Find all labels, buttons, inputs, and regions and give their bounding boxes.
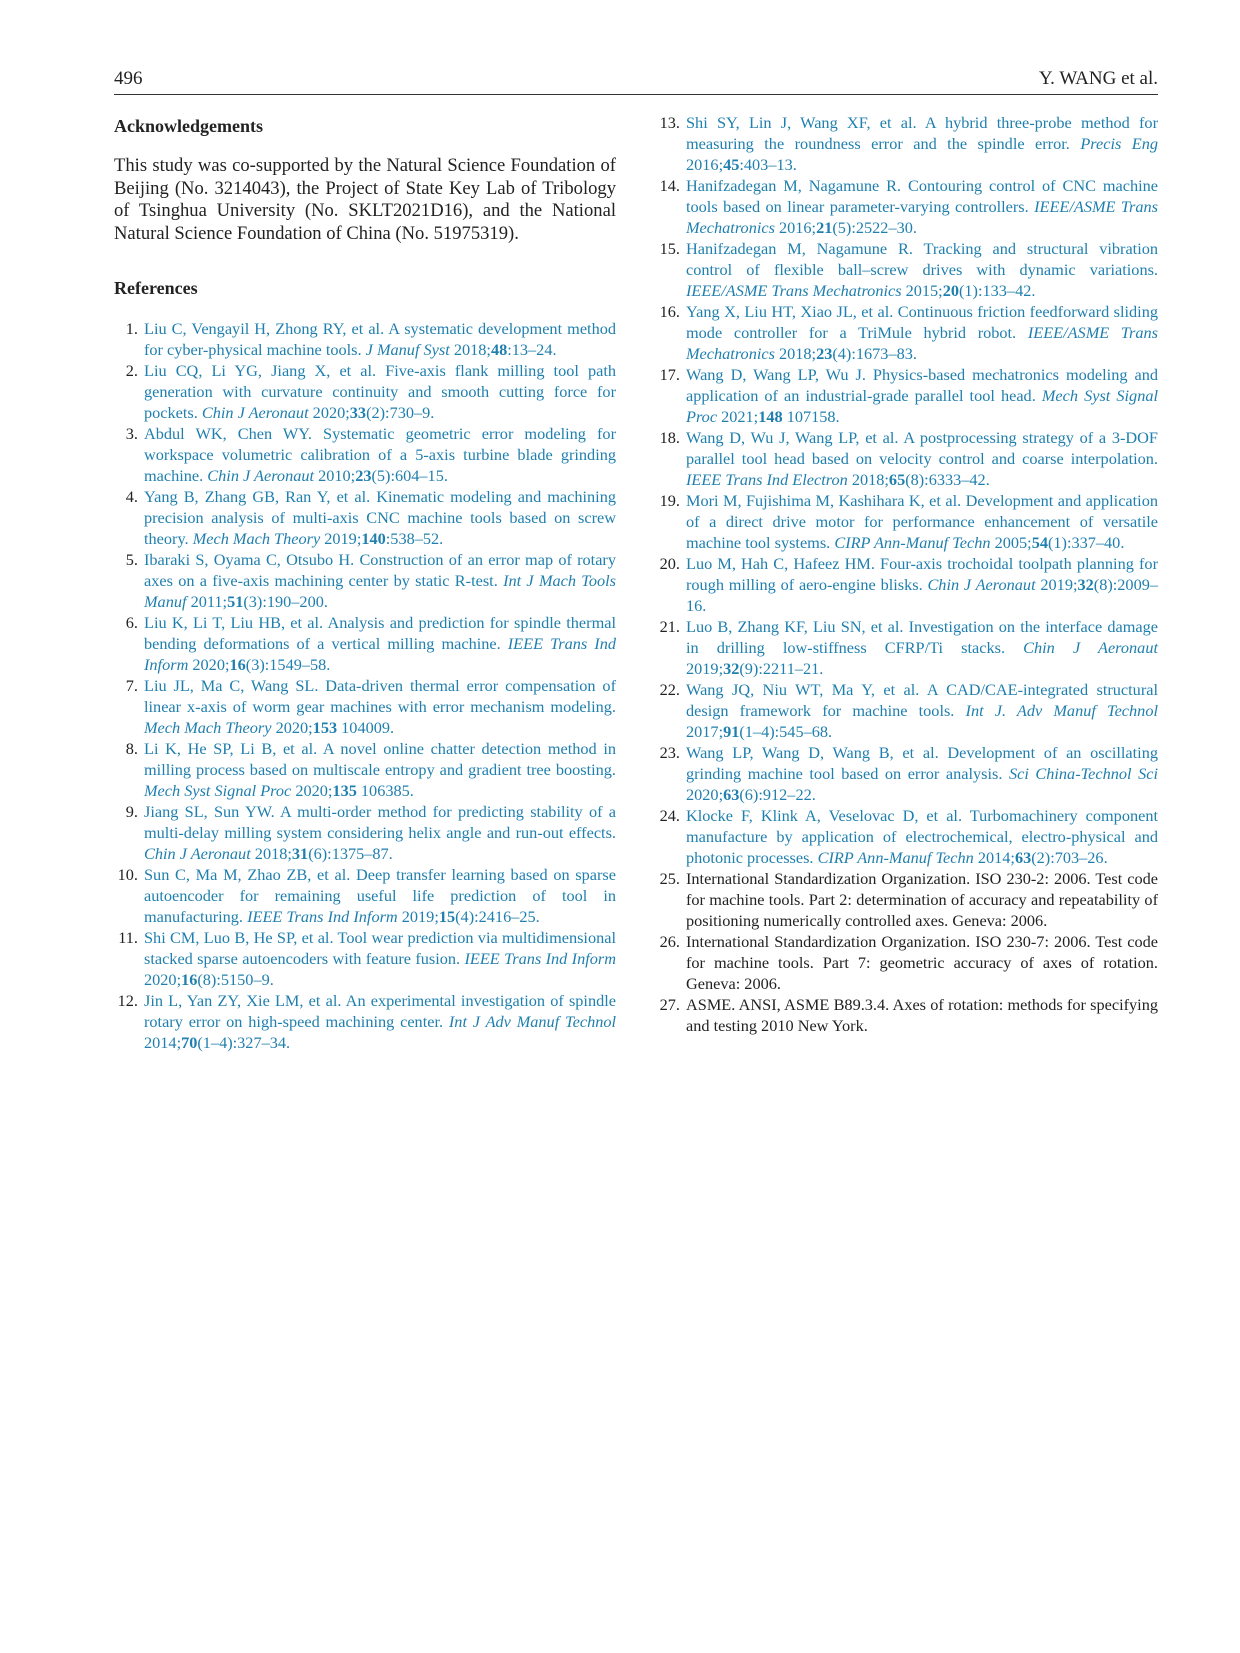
reference-pages: (2):703–26. — [1031, 848, 1108, 867]
page-number: 496 — [114, 68, 143, 89]
reference-pages: (5):604–15. — [371, 466, 448, 485]
reference-year: 2005; — [990, 533, 1032, 552]
acknowledgements-heading: Acknowledgements — [114, 116, 263, 136]
reference-link[interactable] — [144, 928, 616, 989]
reference-number: 21. — [659, 617, 680, 636]
reference-authors-title: Liu C, Vengayil H, Zhong RY, et al. A systematic development method for cyber-physical machine tools. — [144, 319, 616, 359]
reference-pages: (3):1549–58. — [245, 655, 331, 674]
reference-journal: Int J Adv Manuf Technol — [448, 1012, 617, 1031]
reference-volume: 32 — [723, 659, 740, 678]
reference-pages: :403–13. — [739, 155, 797, 174]
reference-authors-title: Wang LP, Wang D, Wang B, et al. Development of an oscillating grinding machine tool based on error analysis. — [686, 743, 1158, 783]
reference-number: 13. — [659, 113, 680, 132]
reference-number: 7. — [125, 676, 138, 695]
reference-pages: (6):1375–87. — [308, 844, 393, 863]
reference-year: 2019; — [397, 907, 439, 926]
reference-number: 6. — [125, 613, 138, 632]
reference-pages: (1):337–40. — [1047, 533, 1125, 552]
reference-number: 3. — [125, 424, 138, 443]
reference-authors-title: Luo B, Zhang KF, Liu SN, et al. Investigation on the interface damage in drilling low-stiffness CFRP/Ti stacks. — [686, 617, 1158, 657]
reference-number: 22. — [659, 680, 680, 699]
reference-item — [656, 490, 1158, 553]
reference-number: 18. — [659, 428, 680, 447]
reference-authors-title: Liu K, Li T, Liu HB, et al. Analysis and prediction for spindle thermal bending deformations of a vertical milling machine. — [144, 613, 616, 653]
reference-list-left — [114, 318, 616, 1053]
reference-pages: (1–4):545–68. — [739, 722, 833, 741]
reference-item — [656, 427, 1158, 490]
reference-link[interactable] — [686, 176, 1158, 237]
reference-pages: :538–52. — [385, 529, 444, 548]
reference-item — [656, 742, 1158, 805]
reference-number: 1. — [125, 319, 138, 338]
reference-journal: Int J Mach Tools Manuf — [144, 571, 617, 611]
reference-journal: IEEE/ASME Trans Mechatronics — [686, 281, 902, 300]
reference-authors-title: Li K, He SP, Li B, et al. A novel online chatter detection method in milling process based on multiscale entropy and gradient tree boosting. — [144, 739, 616, 779]
reference-pages: (8):6333–42. — [905, 470, 990, 489]
reference-journal: Mech Mach Theory — [192, 529, 321, 548]
reference-authors-title: Abdul WK, Chen WY. Systematic geometric error modeling for workspace volumetric calibration of a 5-axis turbine blade grinding machine. — [144, 424, 616, 485]
reference-pages: (4):1673–83. — [832, 344, 917, 363]
reference-year: 2018; — [774, 344, 817, 363]
reference-link[interactable] — [686, 743, 1158, 804]
reference-year: 2014; — [144, 1033, 182, 1052]
reference-year: 2018; — [449, 340, 491, 359]
reference-volume: 45 — [723, 155, 740, 174]
reference-year: 2019; — [320, 529, 362, 548]
reference-number: 2. — [125, 361, 138, 380]
reference-item — [656, 868, 1158, 931]
reference-year: 2018; — [847, 470, 889, 489]
reference-number: 12. — [117, 991, 138, 1010]
reference-authors-title: Shi SY, Lin J, Wang XF, et al. A hybrid three-probe method for measuring the roundness error and the spindle error. — [686, 113, 1158, 153]
reference-item — [114, 738, 616, 801]
reference-authors-title: Jin L, Yan ZY, Xie LM, et al. An experimental investigation of spindle rotary error on high-speed machining center. — [144, 991, 616, 1031]
reference-item — [656, 238, 1158, 301]
reference-volume: 23 — [355, 466, 372, 485]
reference-year: 2010; — [314, 466, 356, 485]
reference-pages: :13–24. — [507, 340, 557, 359]
reference-link[interactable] — [686, 113, 1158, 174]
reference-item — [114, 318, 616, 360]
running-author: Y. WANG et al. — [1038, 68, 1158, 89]
reference-volume: 54 — [1031, 533, 1048, 552]
reference-volume: 63 — [1014, 848, 1032, 867]
reference-volume: 140 — [361, 529, 386, 548]
reference-authors-title: Hanifzadegan M, Nagamune R. Tracking and structural vibration control of flexible ball–screw drives with dynamic variations. — [686, 239, 1158, 279]
reference-pages: (9):2211–21. — [739, 659, 824, 678]
reference-item — [114, 549, 616, 612]
reference-link[interactable] — [686, 491, 1158, 552]
reference-volume: 21 — [816, 218, 833, 237]
reference-pages: (4):2416–25. — [455, 907, 540, 926]
reference-number: 20. — [659, 554, 680, 573]
reference-link[interactable] — [686, 302, 1158, 363]
reference-year: 2020; — [271, 718, 313, 737]
reference-authors-title: Mori M, Fujishima M, Kashihara K, et al. Development and application of a direct drive motor for performance enhancement of versatile machine tool systems. — [686, 491, 1158, 552]
reference-volume: 65 — [888, 470, 906, 489]
reference-item — [114, 423, 616, 486]
reference-volume: 32 — [1077, 575, 1094, 594]
reference-volume: 153 — [312, 718, 338, 737]
reference-item — [656, 364, 1158, 427]
reference-authors-title: International Standardization Organization. ISO 230-2: 2006. Test code for machine tools. Part 2: determination of accuracy and repeatability of positioning numerically controlled axes. Geneva: 2006. — [686, 869, 1158, 930]
reference-number: 5. — [125, 550, 138, 569]
reference-link[interactable] — [686, 554, 1158, 615]
reference-authors-title: Hanifzadegan M, Nagamune R. Contouring control of CNC machine tools based on linear parameter-varying controllers. — [686, 176, 1158, 216]
reference-number: 9. — [125, 802, 138, 821]
reference-number: 25. — [659, 869, 680, 888]
reference-volume: 16 — [229, 655, 246, 674]
reference-pages: 106385. — [356, 781, 414, 800]
reference-journal: J Manuf Syst — [365, 340, 450, 359]
reference-number: 4. — [125, 487, 138, 506]
reference-pages: (3):190–200. — [243, 592, 328, 611]
running-header — [114, 66, 1158, 95]
left-column — [114, 110, 616, 1053]
right-column — [656, 110, 1158, 1036]
reference-pages: 104009. — [337, 718, 395, 737]
reference-journal: IEEE Trans Ind Inform — [247, 907, 398, 926]
reference-link[interactable] — [144, 613, 616, 674]
reference-number: 14. — [659, 176, 680, 195]
reference-year: 2021; — [717, 407, 759, 426]
reference-volume: 148 — [758, 407, 783, 426]
reference-list-right — [656, 112, 1158, 1036]
reference-pages: (1–4):327–34. — [197, 1033, 291, 1052]
reference-authors-title: Luo M, Hah C, Hafeez HM. Four-axis trochoidal toolpath planning for rough milling of aero-engine blisks. — [686, 554, 1158, 594]
reference-item — [656, 616, 1158, 679]
reference-link[interactable] — [686, 428, 1158, 489]
reference-link[interactable] — [144, 487, 616, 548]
reference-number: 23. — [659, 743, 680, 762]
reference-journal: CIRP Ann-Manuf Techn — [834, 533, 991, 552]
reference-link[interactable] — [144, 550, 616, 611]
reference-pages: (6):912–22. — [739, 785, 816, 804]
reference-volume: 70 — [181, 1033, 198, 1052]
reference-item — [114, 990, 616, 1053]
reference-link[interactable] — [686, 365, 1158, 426]
reference-number: 27. — [659, 995, 680, 1014]
reference-year: 2014; — [973, 848, 1015, 867]
reference-year: 2018; — [250, 844, 292, 863]
reference-journal: IEEE/ASME Trans Mechatronics — [686, 197, 1158, 237]
reference-link[interactable] — [686, 806, 1158, 867]
reference-link[interactable] — [144, 991, 616, 1052]
reference-item — [114, 675, 616, 738]
reference-authors-title: Wang D, Wu J, Wang LP, et al. A postprocessing strategy of a 3-DOF parallel tool head based on velocity control and coarse interpolation. — [686, 428, 1158, 468]
reference-link[interactable] — [144, 739, 616, 800]
reference-authors-title: Sun C, Ma M, Zhao ZB, et al. Deep transfer learning based on sparse autoencoder for remaining useful life prediction of tool in manufacturing. — [144, 865, 616, 926]
reference-volume: 33 — [349, 403, 367, 422]
reference-authors-title: Jiang SL, Sun YW. A multi-order method for predicting stability of a multi-delay milling system considering helix angle and run-out effects. — [144, 802, 616, 842]
reference-number: 19. — [659, 491, 680, 510]
reference-volume: 48 — [490, 340, 508, 359]
reference-link[interactable] — [686, 239, 1158, 300]
reference-volume: 31 — [291, 844, 309, 863]
reference-text — [686, 932, 1158, 993]
reference-year: 2020; — [144, 970, 182, 989]
reference-link[interactable] — [144, 361, 616, 422]
reference-journal: Chin J Aeronaut — [201, 403, 309, 422]
reference-item — [656, 679, 1158, 742]
acknowledgements-body: This study was co-supported by the Natural Science Foundation of Beijing (No. 3214043), the Project of State Key Lab of Tribology of Tsinghua University (No. SKLT2021D16), and the National Natural Science Foundation of China (No. 51975319). — [114, 155, 616, 244]
reference-number: 16. — [659, 302, 680, 321]
reference-pages: 107158. — [782, 407, 840, 426]
reference-year: 2020; — [188, 655, 230, 674]
reference-number: 26. — [659, 932, 680, 951]
reference-journal: Mech Syst Signal Proc — [686, 386, 1158, 426]
reference-volume: 135 — [332, 781, 357, 800]
reference-pages: (2):730–9. — [366, 403, 435, 422]
reference-link[interactable] — [144, 676, 616, 737]
reference-item — [656, 301, 1158, 364]
reference-authors-title: International Standardization Organization. ISO 230-7: 2006. Test code for machine tools. Part 7: geometric accuracy of axes of rotation. Geneva: 2006. — [686, 932, 1158, 993]
reference-item — [114, 612, 616, 675]
reference-authors-title: Liu CQ, Li YG, Jiang X, et al. Five-axis flank milling tool path generation with curvature continuity and smooth cutting force for pockets. — [144, 361, 616, 422]
reference-authors-title: Liu JL, Ma C, Wang SL. Data-driven thermal error compensation of linear x-axis of worm gear machines with error mechanism modeling. — [144, 676, 616, 716]
reference-journal: Chin J Aeronaut — [927, 575, 1036, 594]
reference-item — [656, 553, 1158, 616]
reference-link[interactable] — [144, 802, 616, 863]
reference-journal: Int J. Adv Manuf Technol — [965, 701, 1158, 720]
reference-item — [114, 486, 616, 549]
reference-link[interactable] — [144, 865, 616, 926]
reference-pages: (1):133–42. — [959, 281, 1036, 300]
reference-journal: Mech Syst Signal Proc — [144, 781, 292, 800]
reference-journal: Chin J Aeronaut — [1023, 638, 1158, 657]
reference-text — [686, 995, 1158, 1035]
reference-item — [114, 360, 616, 423]
reference-item — [656, 805, 1158, 868]
reference-year: 2017; — [686, 722, 724, 741]
reference-link[interactable] — [686, 617, 1158, 678]
reference-authors-title: Yang X, Liu HT, Xiao JL, et al. Continuous friction feedforward sliding mode controller for a TriMule hybrid robot. — [686, 302, 1158, 342]
reference-authors-title: Wang D, Wang LP, Wu J. Physics-based mechatronics modeling and application of an industrial-grade parallel tool head. — [686, 365, 1158, 405]
reference-authors-title: Shi CM, Luo B, He SP, et al. Tool wear prediction via multidimensional stacked sparse autoencoders with feature fusion. — [144, 928, 616, 968]
references-heading: References — [114, 278, 198, 298]
reference-volume: 23 — [816, 344, 833, 363]
reference-journal: Mech Mach Theory — [144, 718, 272, 737]
reference-number: 15. — [659, 239, 680, 258]
reference-volume: 20 — [942, 281, 959, 300]
reference-authors-title: Ibaraki S, Oyama C, Otsubo H. Construction of an error map of rotary axes on a five-axis machining center by static R-test. — [144, 550, 616, 590]
reference-authors-title: ASME. ANSI, ASME B89.3.4. Axes of rotation: methods for specifying and testing 2010 New York. — [686, 995, 1158, 1035]
reference-authors-title: Klocke F, Klink A, Veselovac D, et al. Turbomachinery component manufacture by application of electrochemical, electro-physical and photonic processes. — [686, 806, 1158, 867]
reference-journal: CIRP Ann-Manuf Techn — [817, 848, 974, 867]
reference-item — [656, 994, 1158, 1036]
reference-year: 2020; — [686, 785, 724, 804]
reference-text — [686, 869, 1158, 930]
reference-journal: Sci China-Technol Sci — [1008, 764, 1158, 783]
reference-pages: (8):5150–9. — [197, 970, 274, 989]
reference-year: 2019; — [686, 659, 724, 678]
reference-number: 8. — [125, 739, 138, 758]
reference-year: 2020; — [291, 781, 333, 800]
reference-item — [114, 864, 616, 927]
reference-number: 11. — [118, 928, 138, 947]
reference-pages: (5):2522–30. — [832, 218, 917, 237]
reference-journal: Chin J Aeronaut — [207, 466, 315, 485]
reference-year: 2020; — [308, 403, 350, 422]
reference-number: 10. — [117, 865, 138, 884]
reference-item — [656, 112, 1158, 175]
reference-journal: IEEE Trans Ind Inform — [144, 634, 616, 674]
reference-volume: 63 — [723, 785, 740, 804]
reference-volume: 91 — [723, 722, 740, 741]
reference-volume: 15 — [438, 907, 456, 926]
reference-year: 2015; — [901, 281, 943, 300]
reference-journal: IEEE/ASME Trans Mechatronics — [686, 323, 1158, 363]
reference-journal: Precis Eng — [1080, 134, 1158, 153]
reference-number: 24. — [659, 806, 680, 825]
reference-journal: IEEE Trans Ind Inform — [464, 949, 616, 968]
reference-authors-title: Wang JQ, Niu WT, Ma Y, et al. A CAD/CAE-integrated structural design framework for machine tools. — [686, 680, 1158, 720]
reference-item — [114, 927, 616, 990]
reference-item — [114, 801, 616, 864]
reference-year: 2011; — [186, 592, 228, 611]
reference-year: 2019; — [1035, 575, 1078, 594]
reference-journal: Chin J Aeronaut — [144, 844, 251, 863]
reference-link[interactable] — [686, 680, 1158, 741]
reference-pages: (8):2009–16. — [686, 575, 1158, 615]
reference-link[interactable] — [144, 319, 616, 359]
reference-item — [656, 931, 1158, 994]
reference-authors-title: Yang B, Zhang GB, Ran Y, et al. Kinematic modeling and machining precision analysis of multi-axis CNC machine tools based on screw theory. — [144, 487, 616, 548]
reference-volume: 16 — [181, 970, 198, 989]
reference-number: 17. — [659, 365, 680, 384]
reference-journal: IEEE Trans Ind Electron — [686, 470, 848, 489]
reference-link[interactable] — [144, 424, 616, 485]
reference-item — [656, 175, 1158, 238]
reference-volume: 51 — [227, 592, 244, 611]
reference-year: 2016; — [686, 155, 724, 174]
reference-year: 2016; — [774, 218, 817, 237]
